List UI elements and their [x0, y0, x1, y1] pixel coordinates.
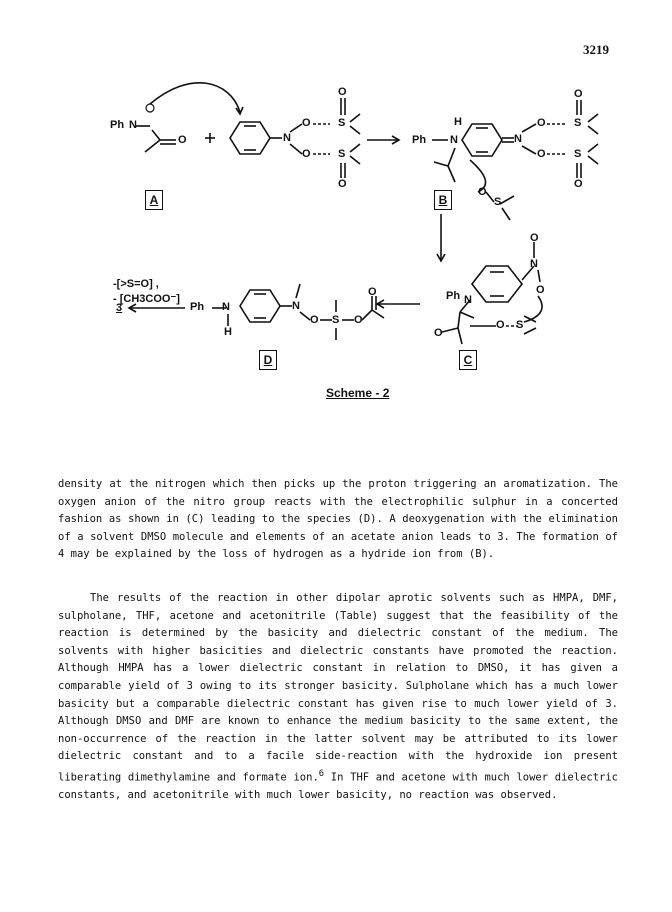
- atom-n-b2: N: [514, 133, 522, 145]
- product-3: 3: [116, 302, 123, 314]
- atom-o-b-2: O: [537, 148, 546, 160]
- reference-6: 6: [318, 768, 325, 779]
- atom-n-b: N: [450, 134, 458, 146]
- atom-s-c: S: [516, 319, 524, 331]
- atom-n-d2: N: [292, 300, 300, 312]
- structure-a: [135, 83, 243, 152]
- atom-o-c-1: O: [530, 232, 539, 244]
- atom-ph-a: Ph: [110, 119, 125, 131]
- paragraph-1-text: density at the nitrogen which then picks up the proton triggering an aromatization. The oxygen anion of the nitro group reacts with the electrophilic sulphur in a concerted fashion as shown in (C) leading to the species (D). A deoxygenation with the elimination of a solvent DMSO molecule and elements of an acetate anion leads to 3. The formation of 4 may be explained by the loss of hydrogen as a hydride ion from (B).: [58, 478, 618, 561]
- paragraph-2-body: The results of the reaction in other dipolar aprotic solvents such as HMPA, DMF, sulpholane, THF, acetone and acetonitrile (Table) suggest that the feasibility of the reaction is determined by the basicity and dielectric constant of the medium. The solvents with higher basicities and dielectric constants have promoted the reaction. Although HMPA has a lower dielectric constant in relation to DMSO, it has given a comparable yield of 3 owing to its stronger basicity. Sulpholane which has a much lower basicity but a comparable dielectric constant has given rise to much lower yield of 3. Although DMSO and DMF are known to enhance the medium basicity to the same extent, the non-occurrence of the reaction in the latter solvent may be attributed to its lower dielectric constant and to a facile side-reaction with the hydroxide ion present liberating dimethylamine and formate ion.: [58, 592, 618, 784]
- structure-d: [212, 284, 384, 340]
- atom-n-c2: N: [530, 258, 538, 270]
- scheme-caption: Scheme - 2: [326, 386, 390, 400]
- atom-o-s-2: O: [338, 178, 347, 190]
- atom-o-s-1: O: [338, 86, 347, 98]
- atom-n-c: N: [464, 294, 472, 306]
- reaction-scheme: [0, 0, 672, 420]
- atom-n-nitro: N: [283, 132, 291, 144]
- atom-o-c-4: O: [434, 327, 443, 339]
- paragraph-2-tail: In THF and acetone with much lower dielectric constants, and acetonitrile with much lower basicity, no reaction was observed.: [58, 771, 618, 802]
- atom-h-b: H: [454, 116, 462, 128]
- atom-n-a: N: [129, 119, 137, 131]
- atom-o-c-2: O: [536, 284, 545, 296]
- label-d: D: [259, 350, 277, 370]
- atom-h-d: H: [224, 326, 232, 338]
- atom-s-2: S: [338, 148, 346, 160]
- atom-o-nitro-1: O: [302, 117, 311, 129]
- atom-ph-d: Ph: [190, 301, 205, 313]
- atom-o-a: O: [178, 134, 187, 146]
- reagent-dmso: -[>S=O] ,: [113, 278, 159, 290]
- label-c: C: [459, 350, 477, 370]
- atom-s-1: S: [338, 117, 346, 129]
- scheme-drawing: [0, 0, 672, 420]
- paragraph-1: [58, 476, 618, 564]
- atom-o-nitro-2: O: [302, 148, 311, 160]
- atom-ph-b: Ph: [412, 134, 427, 146]
- atom-o-c-3: O: [496, 319, 505, 331]
- atom-o-d-1: O: [310, 314, 319, 326]
- atom-s-d: S: [332, 314, 340, 326]
- page-number: 3219: [583, 42, 609, 57]
- paragraph-2-text: [58, 590, 618, 805]
- label-a: A: [145, 190, 163, 210]
- atom-o-b-1: O: [537, 117, 546, 129]
- reagent-acetate: - [CH3COO⁻]: [113, 293, 180, 305]
- atom-o-d-3: O: [368, 286, 377, 298]
- paragraph-2: [58, 590, 618, 805]
- atom-o-d-2: O: [354, 314, 363, 326]
- atom-s-b-2: S: [574, 148, 582, 160]
- atom-o-sb-1: O: [574, 88, 583, 100]
- atom-o-sb-2: O: [574, 178, 583, 190]
- atom-s-b-1: S: [574, 117, 582, 129]
- atom-s-b-dmso: S: [494, 196, 502, 208]
- label-b: B: [434, 190, 452, 210]
- atom-ph-c: Ph: [446, 290, 461, 302]
- atom-n-d: N: [222, 301, 230, 313]
- atom-o-b-dmso: O: [478, 186, 487, 198]
- structure-nitrobenzene: [230, 98, 360, 178]
